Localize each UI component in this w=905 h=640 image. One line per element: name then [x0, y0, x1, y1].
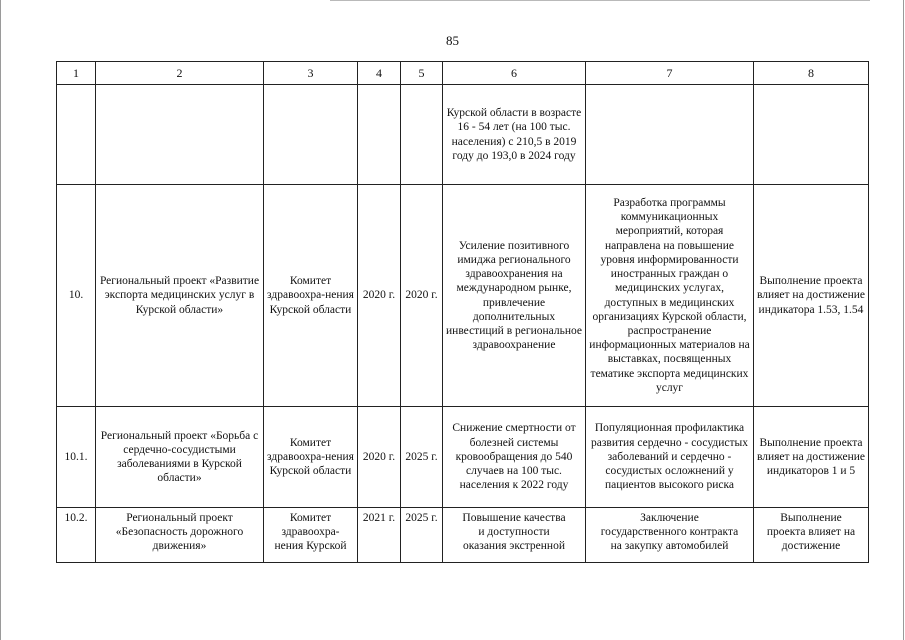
impact-cell	[754, 85, 869, 185]
row-number-cell: 10.1.	[57, 407, 96, 508]
column-header: 4	[358, 62, 401, 85]
column-header: 1	[57, 62, 96, 85]
column-header: 3	[264, 62, 358, 85]
committee-cell	[264, 85, 358, 185]
project-cell: Региональный проект «Безопасность дорожного движения»	[96, 508, 264, 563]
page-number: 85	[446, 33, 459, 48]
column-header: 5	[401, 62, 443, 85]
row-number-cell: 10.2.	[57, 508, 96, 563]
end-year-cell: 2020 г.	[401, 185, 443, 407]
table-header-row	[57, 62, 869, 85]
committee-cell: Комитет здравоохра- нения Курской	[264, 508, 358, 563]
end-year-cell	[401, 85, 443, 185]
end-year-cell: 2025 г.	[401, 508, 443, 563]
measures-cell	[586, 85, 754, 185]
committee-cell: Комитет здравоохра-нения Курской области	[264, 407, 358, 508]
effect-cell: Повышение качества и доступности оказания экстренной	[443, 508, 586, 563]
column-header: 8	[754, 62, 869, 85]
start-year-cell	[358, 85, 401, 185]
project-cell: Региональный проект «Развитие экспорта медицинских услуг в Курской области»	[96, 185, 264, 407]
table-row	[57, 407, 869, 508]
project-cell: Региональный проект «Борьба с сердечно-сосудистыми заболеваниями в Курской области»	[96, 407, 264, 508]
effect-cell: Курской области в возрасте 16 - 54 лет (на 100 тыс. населения) с 210,5 в 2019 году до 193,0 в 2024 году	[443, 85, 586, 185]
table-row	[57, 185, 869, 407]
committee-cell: Комитет здравоохра-нения Курской области	[264, 185, 358, 407]
row-number-cell	[57, 85, 96, 185]
column-header: 7	[586, 62, 754, 85]
impact-cell: Выполнение проекта влияет на достижение	[754, 508, 869, 563]
project-cell	[96, 85, 264, 185]
table-row	[57, 85, 869, 185]
column-header: 2	[96, 62, 264, 85]
table-row	[57, 508, 869, 563]
end-year-cell: 2025 г.	[401, 407, 443, 508]
impact-cell: Выполнение проекта влияет на достижение индикаторов 1 и 5	[754, 407, 869, 508]
start-year-cell: 2020 г.	[358, 185, 401, 407]
page-left-edge	[0, 0, 1, 640]
impact-cell: Выполнение проекта влияет на достижение индикатора 1.53, 1.54	[754, 185, 869, 407]
top-rule	[330, 0, 870, 1]
measures-cell: Разработка программы коммуникационных мероприятий, которая направлена на повышение уровня информированности иностранных граждан о медицинских услугах, доступных в медицинских организациях Курской области, распространение информационных материалов на выставках, посвященных тематике экспорта медицинских услуг	[586, 185, 754, 407]
start-year-cell: 2020 г.	[358, 407, 401, 508]
column-header: 6	[443, 62, 586, 85]
effect-cell: Снижение смертности от болезней системы кровообращения до 540 случаев на 100 тыс. населения к 2022 году	[443, 407, 586, 508]
row-number-cell: 10.	[57, 185, 96, 407]
effect-cell: Усиление позитивного имиджа регионального здравоохранения на международном рынке, привлечение дополнительных инвестиций в региональное здравоохранение	[443, 185, 586, 407]
page-right-edge	[903, 0, 904, 640]
start-year-cell: 2021 г.	[358, 508, 401, 563]
measures-table	[56, 61, 869, 563]
measures-cell: Популяционная профилактика развития сердечно - сосудистых заболеваний и сердечно - сосудистых осложнений у пациентов высокого риска	[586, 407, 754, 508]
measures-cell: Заключение государственного контракта на закупку автомобилей	[586, 508, 754, 563]
